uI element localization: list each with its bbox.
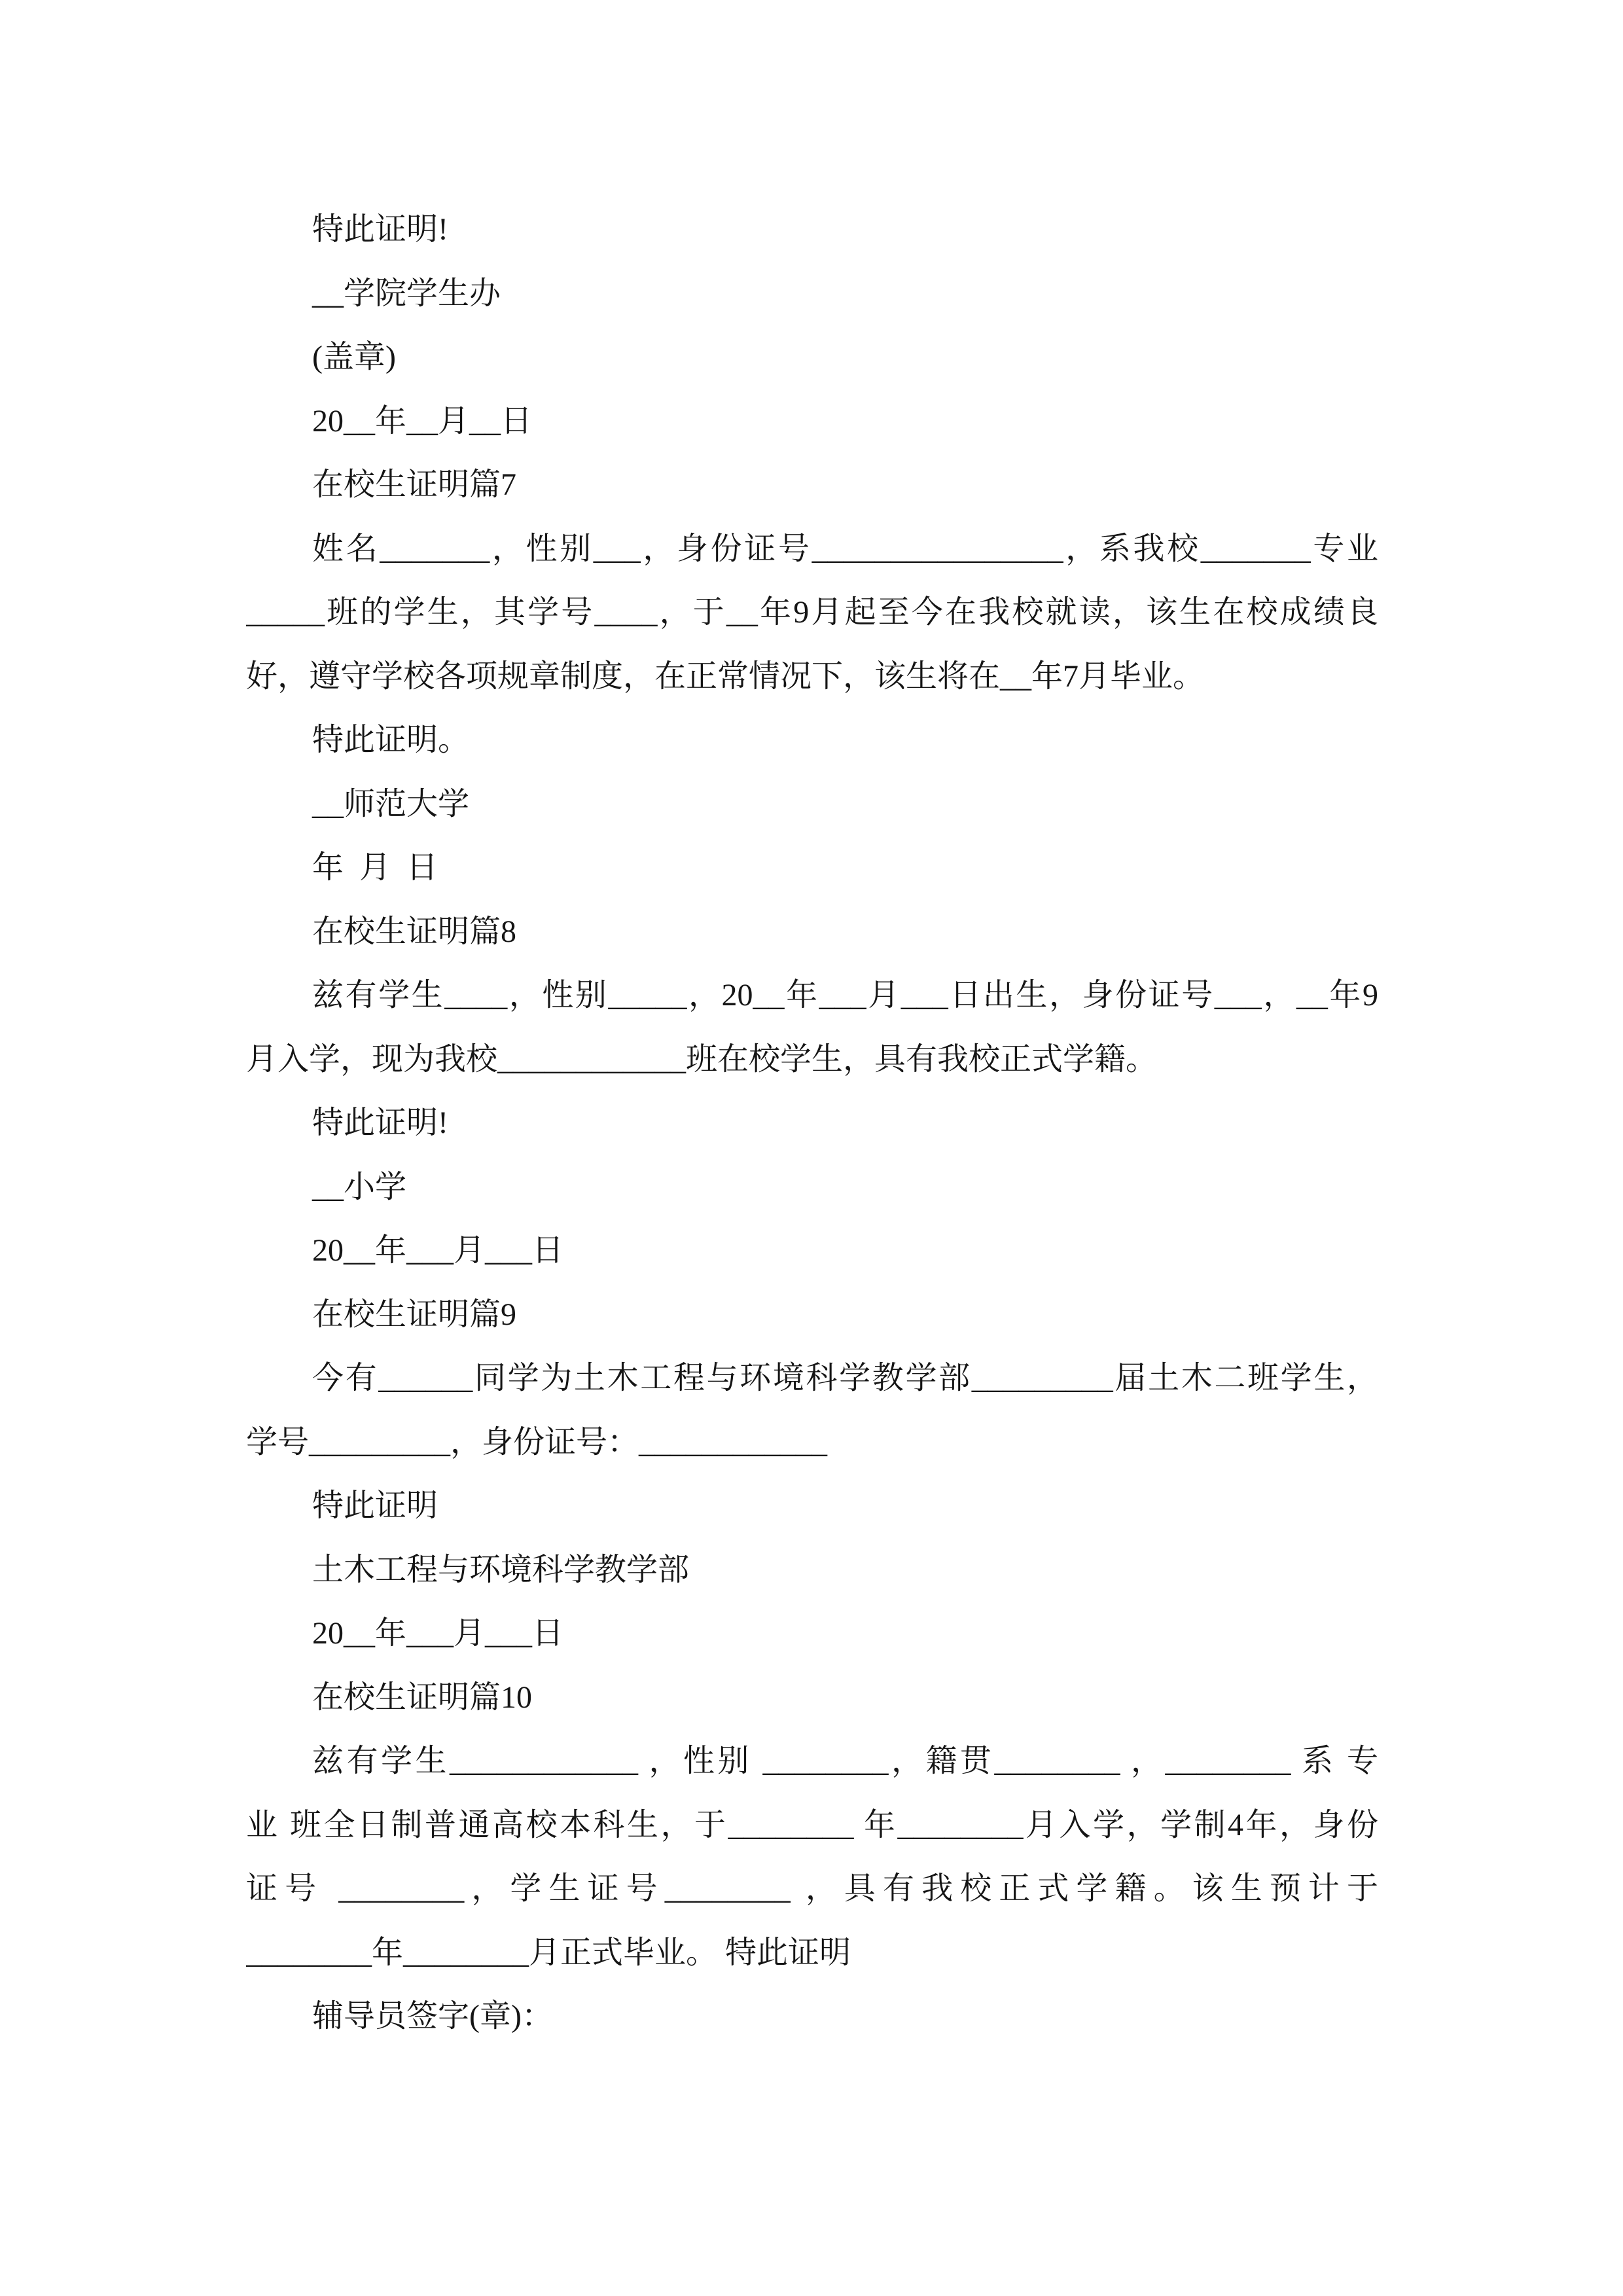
body-line: 兹有学生____，性别_____，20__年___月___日出生，身份证号___，__年9	[312, 978, 1378, 1013]
issuer-name: 土木工程与环境科学教学部	[312, 1552, 690, 1587]
issuer-name: __小学	[312, 1169, 407, 1204]
section-heading: 在校生证明篇10	[312, 1679, 533, 1715]
body-line: 月入学，现为我校____________班在校学生，具有我校正式学籍。	[246, 1041, 1158, 1077]
closing-statement: 特此证明!	[312, 1105, 448, 1140]
section-heading: 在校生证明篇7	[312, 467, 517, 502]
body-line: _____班的学生，其学号____，于__年9月起至今在我校就读，该生在校成绩良	[246, 595, 1378, 630]
body-line: 证号 ________，学生证号________ ，具有我校正式学籍。该生预计于	[246, 1871, 1378, 1906]
body-line: 好，遵守学校各项规章制度，在正常情况下，该生将在__年7月毕业。	[246, 658, 1205, 694]
signature-line: 辅导员签字(章)：	[312, 1999, 553, 2034]
date-line: 20__年___月___日	[312, 1233, 564, 1268]
body-line: 姓名_______，性别___，身份证号________________，系我校_______专业	[312, 531, 1378, 566]
date-line: 20__年__月__日	[312, 403, 533, 439]
section-heading: 在校生证明篇8	[312, 914, 517, 949]
section-heading: 在校生证明篇9	[312, 1297, 517, 1332]
body-line: 今有______同学为土木工程与环境科学教学部_________届土木二班学生，	[312, 1361, 1378, 1395]
closing-statement: 特此证明!	[312, 212, 448, 247]
body-line: 学号_________，身份证号：____________	[246, 1424, 828, 1460]
closing-statement: 特此证明	[312, 1488, 438, 1523]
issuer-name: __学院学生办	[312, 276, 501, 311]
body-line: 兹有学生____________ ，性别 ________，籍贯________ ，________ 系 专	[312, 1744, 1378, 1778]
date-line: 20__年___月___日	[312, 1616, 564, 1651]
body-line: 业 班全日制普通高校本科生，于________ 年________月入学，学制4年，身份	[246, 1807, 1378, 1842]
document-body	[246, 198, 1378, 2049]
date-line: 年 月 日	[312, 850, 438, 885]
seal-note: (盖章)	[312, 340, 396, 374]
closing-statement: 特此证明。	[312, 723, 470, 757]
body-line: ________年________月正式毕业。 特此证明	[246, 1935, 851, 1970]
issuer-name: __师范大学	[312, 786, 470, 821]
